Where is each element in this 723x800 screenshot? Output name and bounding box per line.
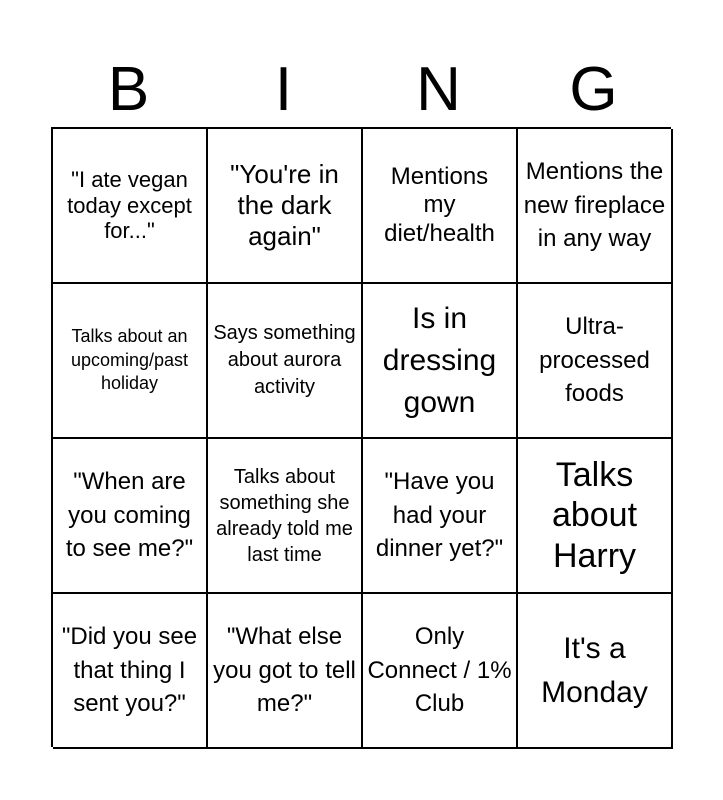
bingo-cell-text: Talks about an upcoming/past holiday [70,326,189,394]
bingo-grid [51,127,671,747]
bingo-cell-r2-c1[interactable] [53,284,208,439]
bingo-cell-r1-c4[interactable] [518,129,673,284]
header-letter-n: N [416,55,461,124]
header-letter-i: I [274,55,293,124]
bingo-cell-r4-c3[interactable] [363,594,518,749]
bingo-cell-text: "What else you got to tell me?" [213,623,356,718]
bingo-cell-text: Is in dressing gown [382,301,497,419]
bingo-cell-text: "When are you coming to see me?" [65,468,194,563]
bingo-cell-r4-c2[interactable] [208,594,363,749]
bingo-cell-r2-c3[interactable] [363,284,518,439]
bingo-cell-text: "Have you had your dinner yet?" [375,468,504,563]
bingo-cell-r1-c1[interactable] [53,129,208,284]
bingo-cell-r4-c4[interactable] [518,594,673,749]
bingo-cell-text: Talks about something she already told me last time [216,465,353,566]
bingo-cell-r3-c1[interactable] [53,439,208,594]
bingo-cell-text: Ultra-processed foods [539,313,650,408]
header-letter-g: G [569,55,618,124]
bingo-cell-text: Mentions the new fireplace in any way [523,158,666,253]
bingo-cell-text: "I ate vegan today except for..." [67,166,192,244]
bingo-cell-text: "Did you see that thing I sent you?" [61,623,198,718]
bingo-cell-text: It's a Monday [541,632,648,709]
bingo-cell-text: Mentions my diet/health [384,163,495,247]
bingo-cell-r4-c1[interactable] [53,594,208,749]
bingo-cell-r3-c4[interactable] [518,439,673,594]
bingo-cell-r2-c4[interactable] [518,284,673,439]
bingo-cell-text: Says something about aurora activity [213,322,356,398]
bingo-cell-r3-c2[interactable] [208,439,363,594]
bingo-cell-text: Talks about Harry [551,456,638,575]
bingo-cell-r1-c3[interactable] [363,129,518,284]
bingo-cell-text: Only Connect / 1% Club [367,623,512,718]
header-letter-b: B [107,55,150,124]
bingo-cell-r1-c2[interactable] [208,129,363,284]
bingo-cell-text: "You're in the dark again" [230,159,339,251]
bingo-cell-r2-c2[interactable] [208,284,363,439]
bingo-header [51,52,671,128]
bingo-cell-r3-c3[interactable] [363,439,518,594]
